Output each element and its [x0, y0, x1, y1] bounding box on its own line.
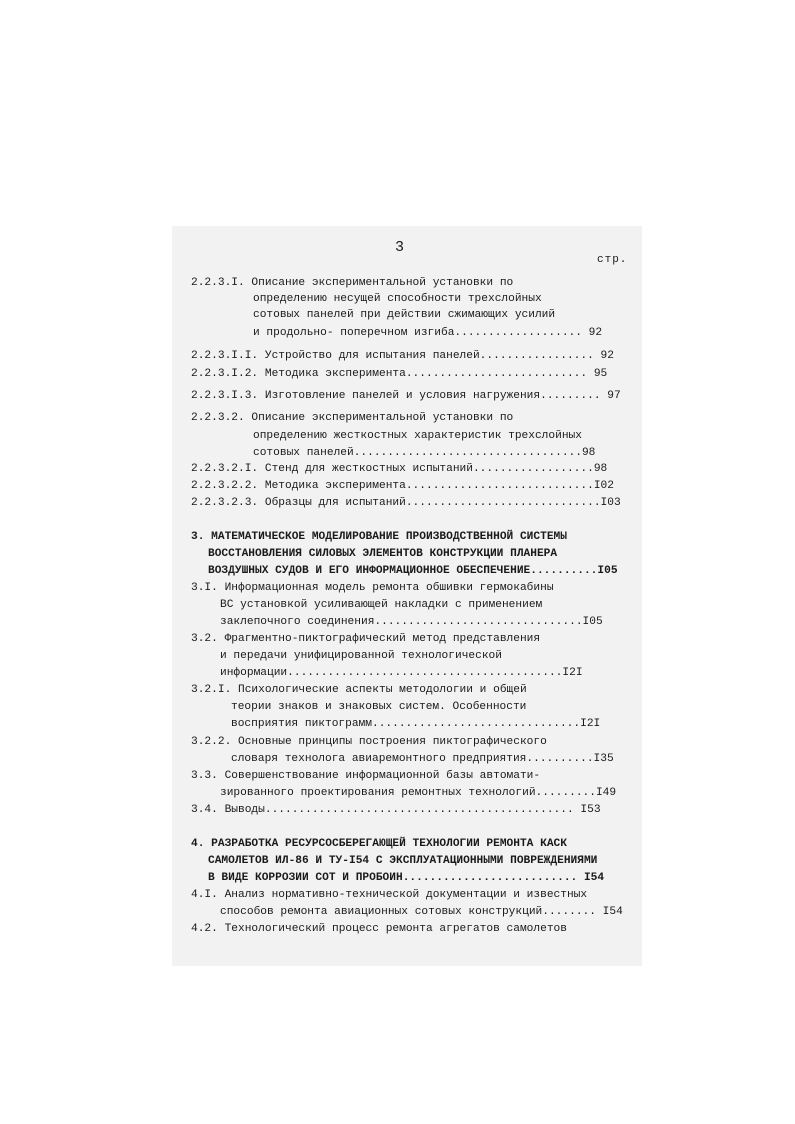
toc-line: 3.2. Фрагментно-пиктографический метод представления: [191, 633, 541, 645]
toc-line: определению несущей способности трехслойных: [253, 293, 542, 305]
toc-line: 2.2.3.2.3. Образцы для испытаний.............................I03: [191, 497, 621, 509]
toc-line: и передачи унифицированной технологической: [220, 650, 502, 662]
toc-section-heading: САМОЛЕТОВ ИЛ-86 И ТУ-I54 С ЭКСПЛУАТАЦИОННЫМИ ПОВРЕЖДЕНИЯМИ: [208, 855, 598, 867]
toc-line: словаря технолога авиаремонтного предприятия..........I35: [231, 753, 614, 765]
page-number: 3: [395, 239, 405, 256]
toc-line: 2.2.3.2.2. Методика эксперимента............................I02: [191, 480, 614, 492]
toc-line: теории знаков и знаковых систем. Особенности: [231, 701, 527, 713]
toc-line: 3.3. Совершенствование информационной базы автомати-: [191, 770, 541, 782]
toc-section-heading: ВОЗДУШНЫХ СУДОВ И ЕГО ИНФОРМАЦИОННОЕ ОБЕСПЕЧЕНИЕ..........I05: [208, 565, 618, 577]
toc-section-heading: ВОССТАНОВЛЕНИЯ СИЛОВЫХ ЭЛЕМЕНТОВ КОНСТРУКЦИИ ПЛАНЕРА: [208, 548, 558, 560]
toc-line: восприятия пиктограмм...............................I2I: [231, 718, 601, 730]
toc-line: 2.2.3.I.3. Изготовление панелей и условия нагружения......... 97: [191, 390, 621, 402]
toc-line: определению жесткостных характеристик трехслойных: [253, 430, 582, 442]
toc-line: и продольно- поперечном изгиба................... 92: [253, 327, 603, 339]
toc-line: сотовых панелей при действии сжимающих усилий: [253, 309, 556, 321]
toc-section-heading: В ВИДЕ КОРРОЗИИ СОТ И ПРОБОИН.......................... I54: [208, 872, 605, 884]
toc-line: 2.2.3.I.I. Устройство для испытания панелей................. 92: [191, 350, 614, 362]
toc-line: 4.2. Технологический процесс ремонта агрегатов самолетов: [191, 923, 567, 935]
toc-section-heading: 4. РАЗРАБОТКА РЕСУРСОСБЕРЕГАЮЩЕЙ ТЕХНОЛОГИИ РЕМОНТА КАСК: [191, 838, 567, 850]
toc-line: ВС установкой усиливающей накладки с применением: [220, 599, 543, 611]
toc-section-heading: 3. МАТЕМАТИЧЕСКОЕ МОДЕЛИРОВАНИЕ ПРОИЗВОДСТВЕННОЙ СИСТЕМЫ: [191, 531, 567, 543]
toc-line: способов ремонта авиационных сотовых конструкций........ I54: [220, 906, 623, 918]
toc-line: сотовых панелей..................................98: [253, 447, 596, 459]
toc-line: 3.2.2. Основные принципы построения пиктографического: [191, 736, 547, 748]
toc-line: заклепочного соединения...............................I05: [220, 616, 603, 628]
toc-line: 3.4. Выводы.............................................. I53: [191, 804, 601, 816]
toc-line: 3.2.I. Психологические аспекты методологии и общей: [191, 684, 527, 696]
toc-line: 2.2.3.2. Описание экспериментальной установки по: [191, 412, 514, 424]
toc-line: 2.2.3.I.2. Методика эксперимента........................... 95: [191, 368, 608, 380]
toc-line: зированного проектирования ремонтных технологий.........I49: [220, 787, 617, 799]
toc-line: информации.........................................I2I: [220, 667, 583, 679]
toc-line: 2.2.3.I. Описание экспериментальной установки по: [191, 277, 514, 289]
toc-line: 2.2.3.2.I. Стенд для жесткостных испытаний..................98: [191, 463, 608, 475]
page-column-label: стр.: [597, 254, 628, 266]
toc-line: 3.I. Информационная модель ремонта обшивки гермокабины: [191, 582, 554, 594]
toc-line: 4.I. Анализ нормативно-технической документации и известных: [191, 889, 588, 901]
